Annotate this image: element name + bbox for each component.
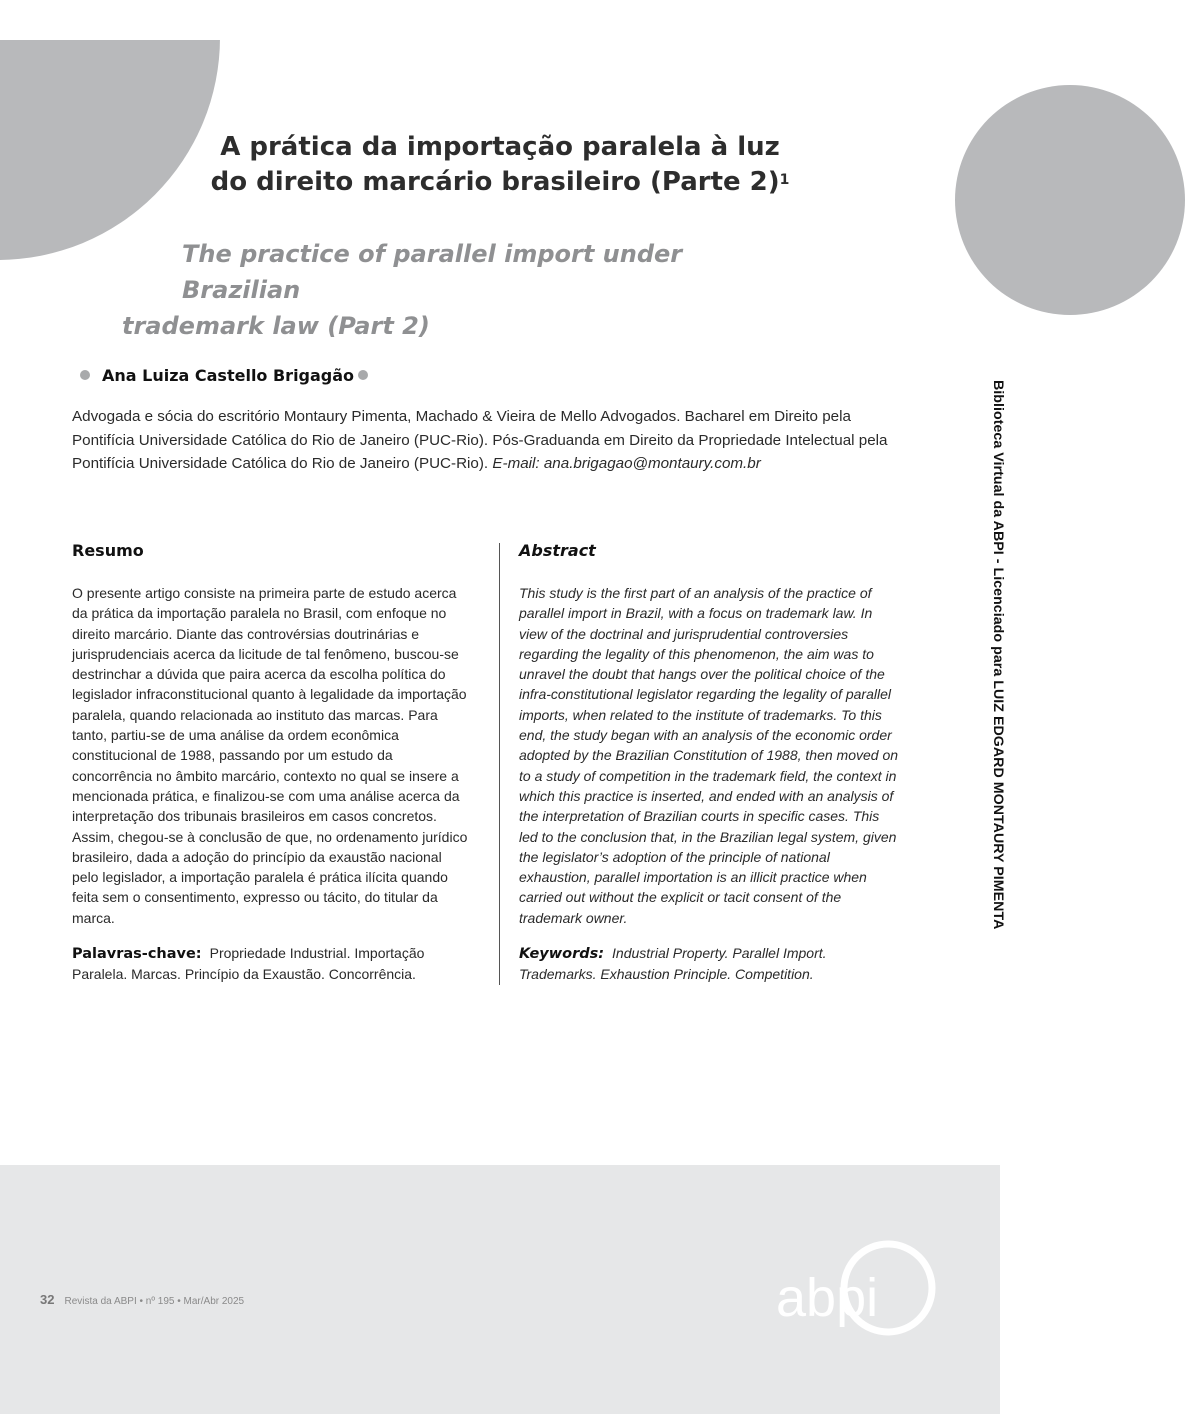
article-title xyxy=(170,130,830,200)
abstract-keywords xyxy=(519,943,899,985)
subtitle-line-1: The practice of parallel import under Brazilian xyxy=(182,240,683,304)
column-divider xyxy=(499,543,500,985)
journal-issue: Revista da ABPI • nº 195 • Mar/Abr 2025 xyxy=(64,1296,245,1307)
decorative-circle-right xyxy=(955,85,1185,315)
bullet-dot-icon xyxy=(80,370,90,380)
footer-info xyxy=(40,1292,244,1307)
resumo-section xyxy=(72,540,472,985)
author-name: Ana Luiza Castello Brigagão xyxy=(102,365,355,385)
keywords-label-pt: Palavras-chave: xyxy=(72,946,202,963)
page-number: 32 xyxy=(40,1292,55,1307)
resumo-text: O presente artigo consiste na primeira parte de estudo acerca da prática da importação paralela no Brasil, com enfoque no direito marcário. Diante das controvérsias doutrinárias e jurisprudenciais acerca da licitude de tal fenômeno, buscou-se destrinchar a dúvida que paira acerca da escolha política do legislador infraconstitucional quanto à legalidade da importação paralela, quando relacionada ao instituto das marcas. Para tanto, partiu-se de uma análise da ordem econômica constitucional de 1988, passando por um estudo da concorrência no âmbito marcário, contexto no qual se insere a mencionada prática, e finalizou-se com uma análise acerca da interpretação dos tribunais brasileiros em casos concretos. Assim, chegou-se à conclusão de que, no ordenamento jurídico brasileiro, dada a adoção do princípio da exaustão nacional pelo legislador, a importação paralela é prática ilícita quando feita sem o consentimento, expresso ou tácito, do titular da marca. xyxy=(72,585,468,926)
author-bio xyxy=(72,405,912,476)
abpi-logo xyxy=(770,1238,940,1338)
subtitle-line-2: trademark law (Part 2) xyxy=(122,312,430,340)
abstract-text: This study is the first part of an analysis of the practice of parallel import in Brazil, with a focus on trademark law. In view of the doctrinal and jurisprudential controversies regarding the legality of this phenomenon, the aim was to unravel the doubt that hangs over the political choice of the infra-constitutional legislator regarding the legality of parallel imports, when related to the institute of trademarks. To this end, the study began with an analysis of the economic order adopted by the Brazilian Constitution of 1988, then moved on to a study of competition in the trademark field, the context in which this practice is inserted, and ended with an analysis of the interpretation of Brazilian courts in specific cases. This led to the conclusion that, in the Brazilian legal system, given the legislator’s adoption of the principle of national exhaustion, parallel importation is an illicit practice when carried out without the explicit or tacit consent of the trademark owner. xyxy=(519,585,899,926)
resumo-keywords xyxy=(72,943,472,985)
keywords-list-en: Industrial Property. Parallel Import. Trademarks. Exhaustion Principle. Competition. xyxy=(519,945,827,983)
keywords-label-en: Keywords: xyxy=(519,946,605,963)
abpi-logo-text: abpi xyxy=(776,1268,879,1328)
title-line-2: do direito marcário brasileiro (Parte 2) xyxy=(210,167,780,197)
abstract-heading: Abstract xyxy=(519,541,596,560)
top-white-band xyxy=(0,0,1000,40)
author-email[interactable]: E-mail: ana.brigagao@montaury.com.br xyxy=(492,455,761,472)
title-line-1: A prática da importação paralela à luz xyxy=(220,132,780,162)
side-license-notice: Biblioteca Virtual da ABPI - Licenciado para LUIZ EDGARD MONTAURY PIMENTA xyxy=(990,380,1006,930)
bullet-dot-icon xyxy=(358,370,368,380)
keywords-list-pt: Propriedade Industrial. Importação Paralela. Marcas. Princípio da Exaustão. Concorrência. xyxy=(72,945,425,983)
article-subtitle-english xyxy=(122,236,802,344)
title-footnote-marker[interactable]: 1 xyxy=(779,172,790,188)
author-bio-text: Advogada e sócia do escritório Montaury Pimenta, Machado & Vieira de Mello Advogados. Bacharel em Direito pela Pontifícia Universidade Católica do Rio de Janeiro (PUC-Rio). Pós-Graduanda em Direito da Propriedade Intelectual pela Pontifícia Universidade Católica do Rio de Janeiro (PUC-Rio). xyxy=(72,408,888,472)
abstract-section xyxy=(519,540,899,985)
resumo-heading: Resumo xyxy=(72,541,144,560)
author-byline xyxy=(80,364,368,386)
